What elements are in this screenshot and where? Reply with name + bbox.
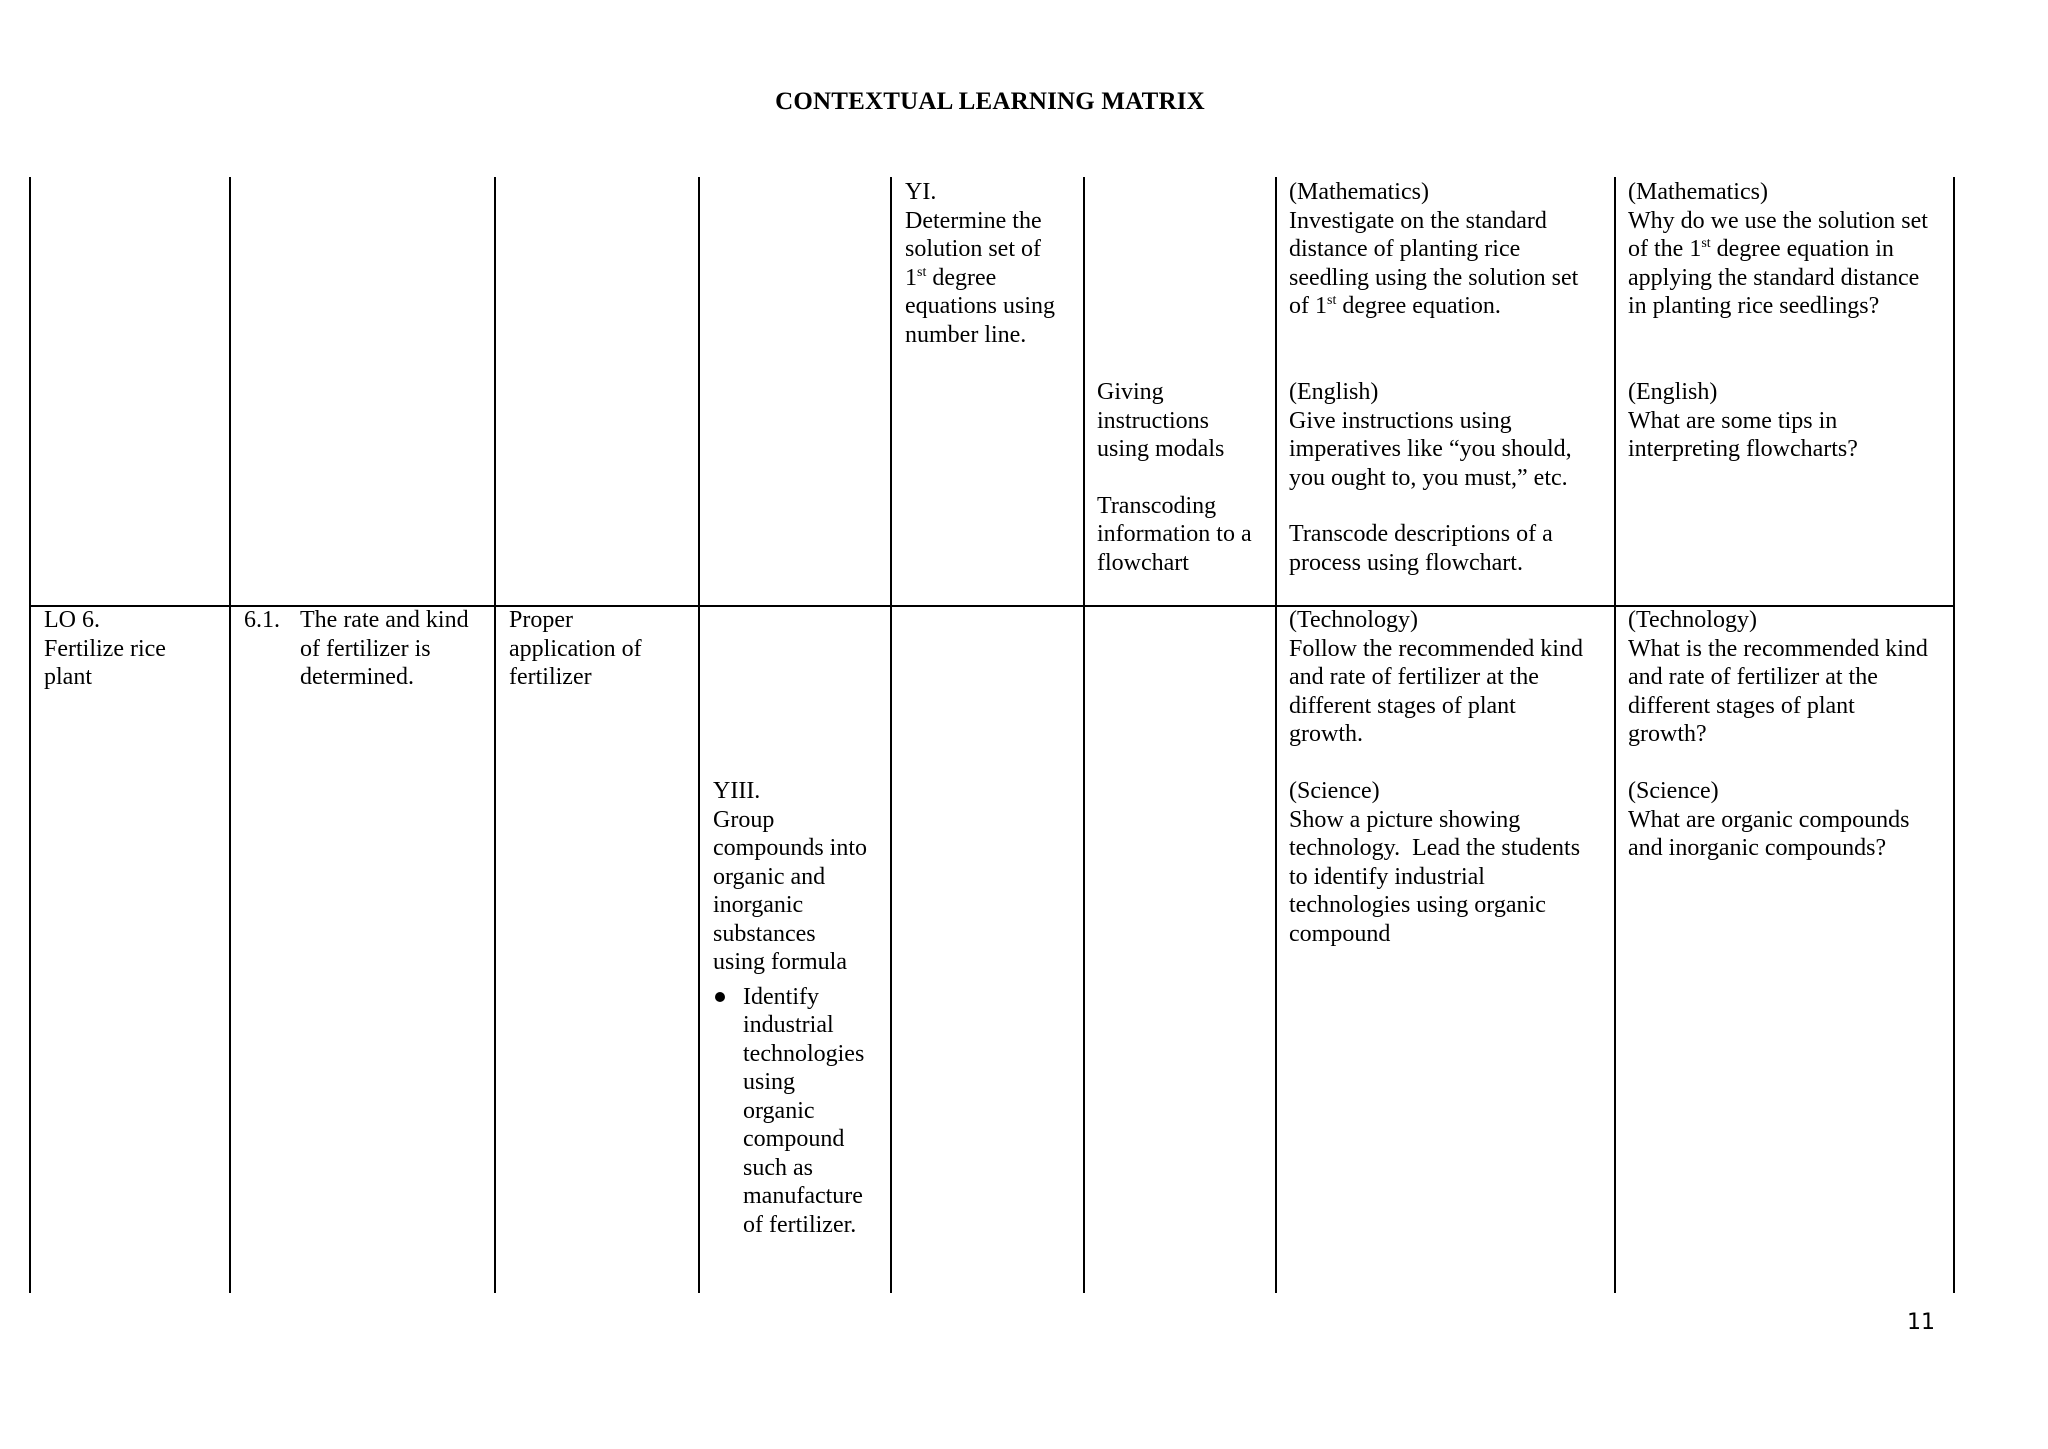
question-line: and rate of fertilizer at the <box>1628 664 1878 690</box>
technology-activity-cell <box>1289 606 1583 749</box>
criteria-number: 6.1. <box>244 607 280 633</box>
question-line: of the 1st degree equation in <box>1628 236 1894 262</box>
objective-yiii-line: Group <box>713 806 775 833</box>
bullet-item <box>713 983 867 1240</box>
science-activity-cell <box>1289 777 1580 948</box>
bullet-line: such as <box>743 1154 813 1181</box>
competency-line: flowchart <box>1097 549 1189 576</box>
objective-yiii-line: inorganic <box>713 892 804 918</box>
question-line: What is the recommended kind <box>1628 635 1928 662</box>
english-question-cell <box>1628 378 1858 464</box>
objective-yi-line: equations using <box>905 293 1055 319</box>
activity-line: process using flowchart. <box>1289 549 1523 576</box>
subject-label: (Technology) <box>1628 607 1757 633</box>
outcome-line: Fertilize rice <box>44 635 166 662</box>
objective-yiii-cell <box>713 777 867 1239</box>
criteria-line: determined. <box>300 664 414 690</box>
bullet-line: compound <box>743 1126 845 1152</box>
english-competency-cell <box>1097 378 1252 577</box>
column-divider-3 <box>698 177 700 1293</box>
subject-label: (Mathematics) <box>1628 179 1768 205</box>
activity-line: growth. <box>1289 721 1363 747</box>
column-divider-4 <box>890 177 892 1293</box>
activity-line: Follow the recommended kind <box>1289 635 1583 662</box>
objective-yi-line: YI. <box>905 179 937 205</box>
subject-label: (Technology) <box>1289 607 1418 633</box>
bullet-line: Identify <box>743 983 819 1010</box>
column-divider-2 <box>494 177 496 1293</box>
bullet-line: manufacture <box>743 1183 863 1209</box>
activity-line: Transcode descriptions of a <box>1289 521 1553 547</box>
bullet-line: technologies <box>743 1040 865 1067</box>
activity-line: compound <box>1289 920 1391 947</box>
activity-line: different stages of plant <box>1289 692 1516 719</box>
question-line: growth? <box>1628 721 1707 747</box>
question-line: in planting rice seedlings? <box>1628 293 1880 319</box>
column-divider-5 <box>1083 177 1085 1293</box>
objective-yiii-line: YIII. <box>713 778 761 804</box>
column-divider-7 <box>1614 177 1616 1293</box>
table-border-left <box>29 177 31 1293</box>
learning-outcome-cell <box>44 606 166 692</box>
activity-line: imperatives like “you should, <box>1289 436 1572 462</box>
objective-yi-cell <box>905 178 1055 349</box>
activity-line: Show a picture showing <box>1289 806 1521 833</box>
content-line: Proper <box>509 607 573 633</box>
question-line: different stages of plant <box>1628 692 1855 719</box>
contents-cell <box>509 606 642 692</box>
activity-line: technologies using organic <box>1289 892 1546 918</box>
subject-label: (Science) <box>1628 778 1719 804</box>
criteria-line: of fertilizer is <box>300 635 431 662</box>
outcome-line: plant <box>44 664 92 690</box>
question-line: and inorganic compounds? <box>1628 835 1887 861</box>
bullet-line: organic <box>743 1097 815 1124</box>
outcome-line: LO 6. <box>44 607 100 633</box>
activity-line: to identify industrial <box>1289 863 1485 890</box>
assessment-criteria-cell <box>244 606 484 696</box>
column-divider-1 <box>229 177 231 1293</box>
objective-yi-line: number line. <box>905 321 1027 348</box>
english-activity-cell <box>1289 378 1572 577</box>
table-border-right <box>1953 177 1955 1293</box>
question-line: interpreting flowcharts? <box>1628 436 1858 462</box>
question-line: Why do we use the solution set <box>1628 207 1928 234</box>
bullet-line: industrial <box>743 1012 834 1038</box>
competency-line: information to a <box>1097 521 1252 547</box>
objective-yiii-line: compounds into <box>713 835 867 861</box>
activity-line: and rate of fertilizer at the <box>1289 664 1539 690</box>
question-line: What are some tips in <box>1628 407 1838 434</box>
competency-line: instructions <box>1097 407 1209 434</box>
criteria-line: The rate and kind <box>300 607 469 633</box>
activity-line: distance of planting rice <box>1289 236 1521 262</box>
subject-label: (English) <box>1289 379 1379 405</box>
content-line: application of <box>509 635 642 662</box>
objective-yiii-line: substances <box>713 920 816 947</box>
activity-line: Investigate on the standard <box>1289 207 1547 234</box>
science-question-cell <box>1628 777 1909 863</box>
bullet-list <box>713 983 867 1240</box>
question-line: What are organic compounds <box>1628 806 1910 833</box>
activity-line: of 1st degree equation. <box>1289 293 1501 319</box>
document-title: CONTEXTUAL LEARNING MATRIX <box>775 88 1205 115</box>
activity-line: you ought to, you must,” etc. <box>1289 464 1568 491</box>
objective-yi-line: 1st degree <box>905 264 997 291</box>
page-number: 11 <box>1907 1310 1935 1335</box>
objective-yi-line: solution set of <box>905 236 1041 262</box>
bullet-line: of fertilizer. <box>743 1211 857 1238</box>
question-line: applying the standard distance <box>1628 264 1920 291</box>
column-divider-6 <box>1275 177 1277 1293</box>
math-question-cell <box>1628 178 1928 321</box>
technology-question-cell <box>1628 606 1928 749</box>
objective-yiii-line: using formula <box>713 949 847 975</box>
subject-label: (English) <box>1628 379 1718 405</box>
content-line: fertilizer <box>509 664 592 690</box>
bullet-icon <box>715 992 725 1002</box>
objective-yiii-line: organic and <box>713 863 826 890</box>
math-activity-cell <box>1289 178 1578 321</box>
activity-line: Give instructions using <box>1289 407 1512 434</box>
activity-line: seedling using the solution set <box>1289 264 1579 291</box>
activity-line: technology. Lead the students <box>1289 835 1581 861</box>
subject-label: (Science) <box>1289 778 1380 804</box>
competency-line: Giving <box>1097 379 1164 405</box>
objective-yi-line: Determine the <box>905 207 1042 234</box>
competency-line: Transcoding <box>1097 492 1217 519</box>
bullet-line: using <box>743 1069 796 1095</box>
subject-label: (Mathematics) <box>1289 179 1429 205</box>
competency-line: using modals <box>1097 436 1225 462</box>
